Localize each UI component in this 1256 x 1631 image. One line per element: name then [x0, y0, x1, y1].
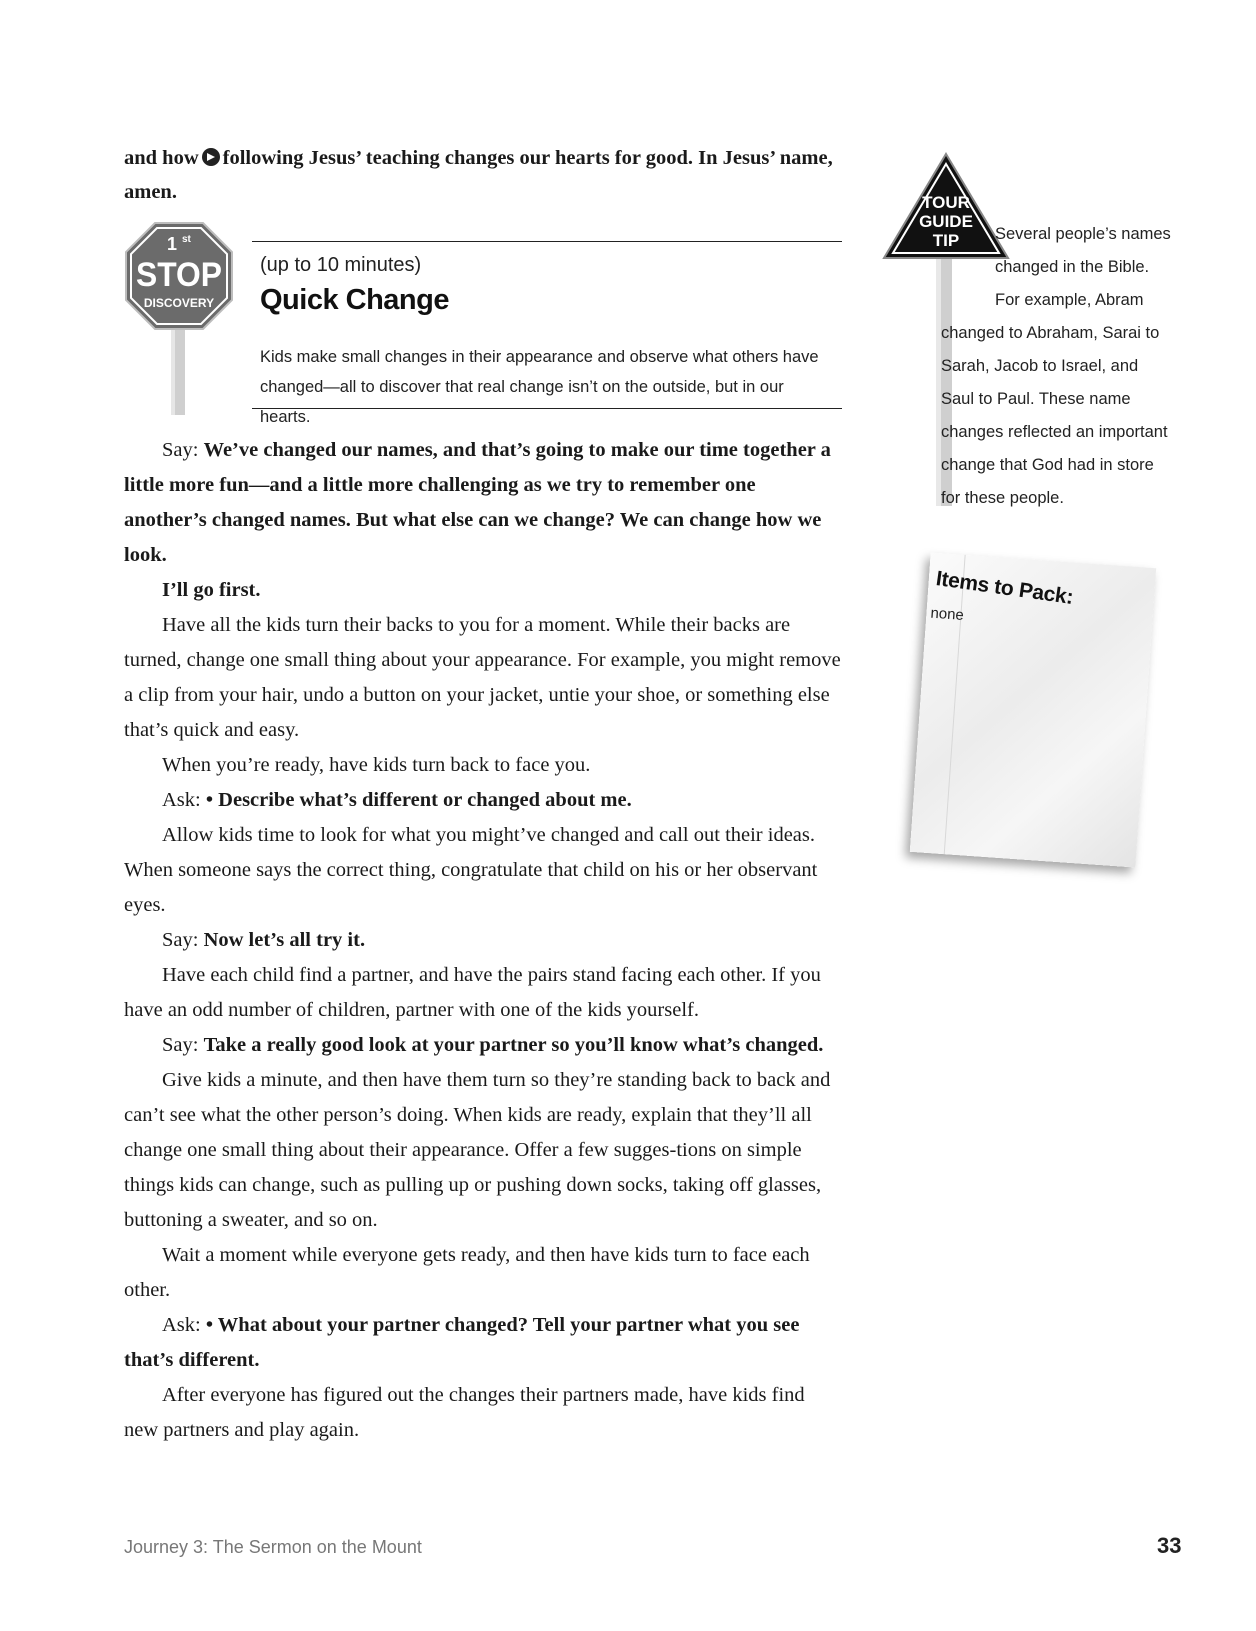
stop-duration: (up to 10 minutes) [260, 254, 422, 276]
paragraph: After everyone has figured out the changes their partners made, have kids find new partners and play again. [124, 1384, 805, 1441]
pack-title: Items to Pack: [934, 567, 1075, 610]
stop-sign-suffix: st [182, 234, 191, 245]
tip-line: Several people’s names [995, 225, 1171, 243]
paragraph: Say: We’ve changed our names, and that’s going to make our time together a little more fun—and a little more challenging as we try to remember one another’s changed names. But what else can we change? We can change how we look. [124, 439, 831, 566]
paragraph: I’ll go first. [162, 579, 261, 601]
footer-journey: Journey 3: The Sermon on the Mount [124, 1537, 422, 1557]
stop-sign-icon [124, 222, 234, 418]
tip-line: change that God had in store [941, 456, 1154, 474]
stop-title: Quick Change [260, 284, 449, 316]
paragraph: Ask: • What about your partner changed? Tell your partner what you see that’s different. [124, 1314, 800, 1371]
stop-discovery-section [124, 222, 842, 426]
stop-sign-word: STOP [136, 256, 222, 294]
paper-note [910, 552, 1156, 867]
tip-line: Saul to Paul. These name [941, 390, 1131, 408]
paragraph: When you’re ready, have kids turn back to face you. [162, 754, 591, 776]
main-body [124, 433, 842, 1448]
tip-line: changed to Abraham, Sarai to [941, 324, 1160, 342]
pack-value: none [929, 604, 965, 624]
tip-sign-line: TIP [932, 231, 960, 250]
paragraph: Give kids a minute, and then have them turn so they’re standing back to back and can’t see what the other person’s doing. When kids are ready, explain that they’ll all change one small thing about their appearance. Offer a few sugges-tions on simple things kids can change, such as pulling up or pushing down socks, taking off glasses, buttoning a sweater, and so on. [124, 1069, 831, 1231]
stop-info-box [252, 241, 842, 426]
stop-description: Kids make small changes in their appearance and observe what others have changed—all to discover that real change isn’t on the outside, but in our hearts. [260, 348, 819, 426]
stop-sign-number: 1 [166, 234, 178, 254]
paragraph: Say: Now let’s all try it. [162, 929, 366, 951]
intro-text: and how following Jesus’ teaching changes our hearts for good. In Jesus’ name, amen. [124, 147, 833, 203]
paragraph: Ask: • Describe what’s different or changed about me. [162, 789, 632, 811]
stop-sign-label: DISCOVERY [143, 296, 215, 310]
page-number: 33 [1157, 1533, 1182, 1558]
tip-sign-line: TOUR [922, 193, 970, 212]
paragraph: Say: Take a really good look at your partner so you’ll know what’s changed. [162, 1034, 824, 1056]
tip-line: for these people. [941, 489, 1064, 507]
paragraph: Have each child find a partner, and have the pairs stand facing each other. If you have an odd number of children, partner with one of the kids yourself. [124, 964, 821, 1021]
tip-line: For example, Abram [995, 291, 1144, 309]
intro-prayer [124, 141, 842, 209]
items-to-pack-card [920, 560, 1146, 860]
paragraph: Have all the kids turn their backs to you for a moment. While their backs are turned, change one small thing about your appearance. For example, you might remove a clip from your hair, undo a button on your jacket, untie your shoe, or something else that’s quick and easy. [124, 614, 841, 741]
tip-sign-line: GUIDE [919, 212, 973, 231]
paragraph: Wait a moment while everyone gets ready, and then have kids turn to face each other. [124, 1244, 810, 1301]
paragraph: Allow kids time to look for what you might’ve changed and call out their ideas. When someone says the correct thing, congratulate that child on his or her observant eyes. [124, 824, 818, 916]
tip-line: Sarah, Jacob to Israel, and [941, 357, 1139, 375]
tip-line: changed in the Bible. [995, 258, 1150, 276]
arrow-circle-icon [201, 147, 221, 167]
tip-line: changes reflected an important [941, 423, 1168, 441]
